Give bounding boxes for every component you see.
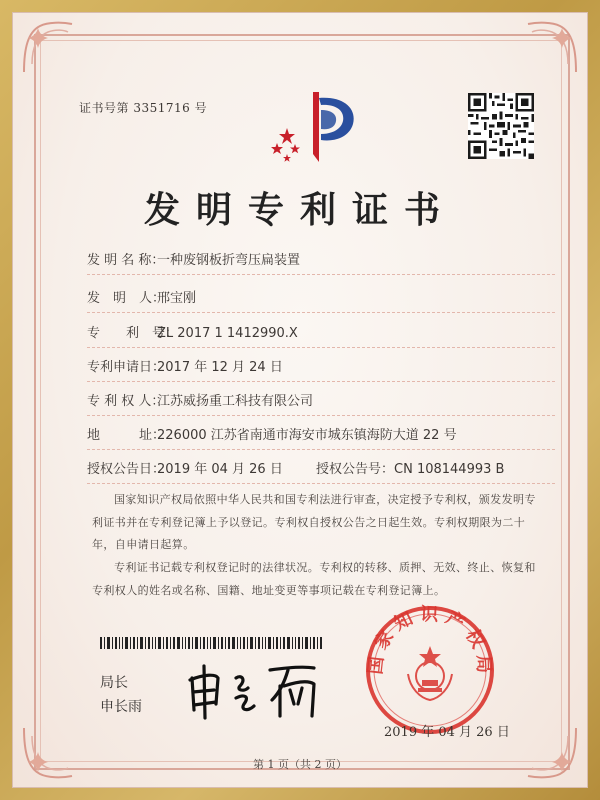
inventor-value: 邢宝刚 [157,291,197,306]
certificate-number-value: 3351716 [133,101,191,115]
corner-ornament-icon [522,722,582,782]
director-name: 申长雨 [100,699,142,715]
invention-name-value: 一种废钢板折弯压扁装置 [157,253,301,268]
grant-date-label: 授权公告日： [87,462,166,477]
row-divider [87,274,555,275]
row-divider [87,415,555,416]
grant-number-row [316,458,504,477]
certificate-title: 发明专利证书 [143,189,456,231]
grant-date-value: 2019 年 04 月 26 日 [157,462,283,477]
patentee-row [87,390,313,409]
corner-ornament-icon [18,722,78,782]
row-divider [87,347,555,348]
invention-name-row [87,249,300,268]
certificate-paper [12,12,588,788]
grant-number-label: 授权公告号： [316,462,395,477]
patent-number-label: 专 利 号： [87,326,179,341]
barcode-icon [100,637,322,649]
patentee-label: 专 利 权 人： [87,394,165,409]
grant-number-value: CN 108144993 B [394,462,505,477]
legal-status-paragraph: 专利证书记载专利权登记时的法律状况。专利权的转移、质押、无效、终止、恢复和专利权人的姓名或名称、国籍、地址变更等事项记载在专利登记簿上。 [92,561,536,597]
qr-code-icon [468,93,534,159]
address-label: 地 址： [87,428,166,443]
filing-date-label: 专利申请日： [87,360,166,375]
patentee-value: 江苏威扬重工科技有限公司 [157,394,314,409]
corner-ornament-icon [522,18,582,78]
official-seal-icon [364,604,496,736]
filing-date-row [87,356,283,375]
svg-text:国家知识产权局 [365,604,494,679]
page-number: 第 1 页（共 2 页） [253,758,347,771]
filing-date-value: 2017 年 12 月 24 日 [157,360,283,375]
seal-date: 2019 年 04 月 26 日 [384,725,510,740]
corner-ornament-icon [18,18,78,78]
inventor-label: 发 明 人： [87,291,166,306]
director-title: 局长 [100,675,128,691]
certificate-number-suffix: 号 [194,101,208,115]
grant-date-row [87,458,283,477]
certificate-number-label: 证书号第 [79,101,130,115]
row-divider [87,312,555,313]
patent-number-row [87,322,298,341]
patent-number-value: ZL 2017 1 1412990.X [157,326,298,341]
address-row [87,424,457,443]
inventor-row [87,287,196,306]
grant-statement-paragraph: 国家知识产权局依照中华人民共和国专利法进行审查，决定授予专利权，颁发发明专利证书并在专利登记簿上予以登记。专利权自授权公告之日起生效。专利权期限为二十年，自申请日起算。 [92,493,536,551]
row-divider [87,381,555,382]
row-divider [87,449,555,450]
row-divider [87,483,555,484]
seal-text: 国家知识产权局 [365,604,495,680]
invention-name-label: 发 明 名 称： [87,253,165,268]
cnipa-logo-icon [265,88,365,166]
address-value: 226000 江苏省南通市海安市城东镇海防大道 22 号 [157,428,457,443]
certificate-number [79,99,207,116]
handwritten-signature-icon [184,660,334,722]
